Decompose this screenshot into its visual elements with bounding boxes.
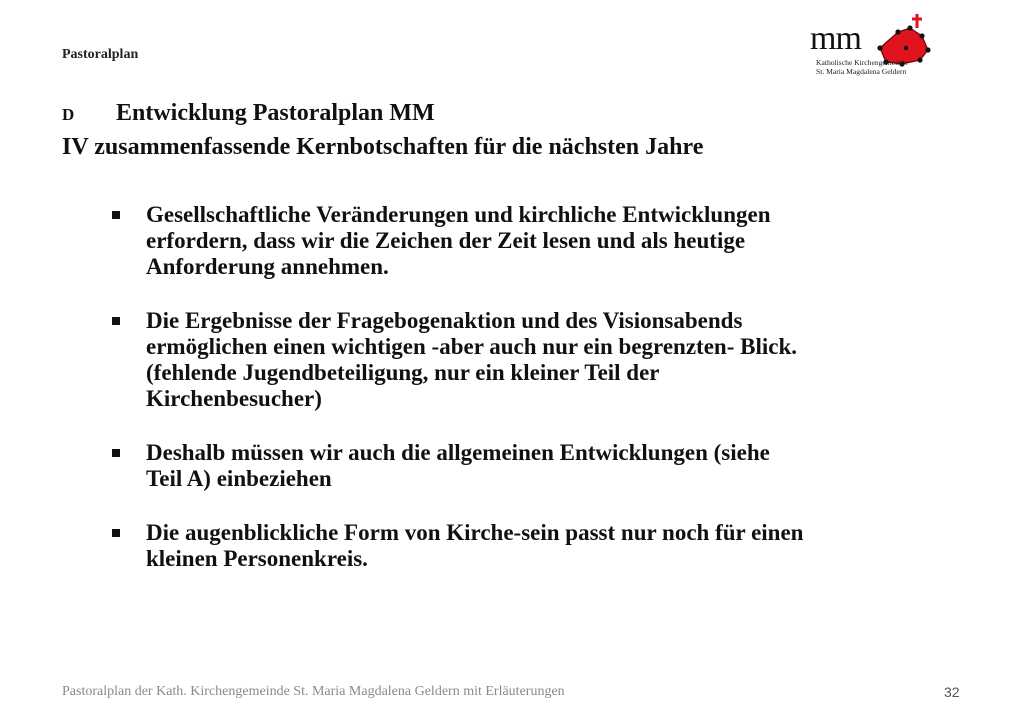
logo-caption — [816, 58, 936, 76]
bullet-item — [112, 202, 972, 280]
page-number: 32 — [944, 684, 960, 700]
logo-wordmark: mm — [810, 20, 861, 57]
bullet-list — [112, 202, 972, 600]
square-bullet-icon — [112, 529, 120, 537]
square-bullet-icon — [112, 449, 120, 457]
square-bullet-icon — [112, 211, 120, 219]
footer-text: Pastoralplan der Kath. Kirchengemeinde St. Maria Magdalena Geldern mit Erläuterungen — [62, 684, 565, 699]
bullet-item — [112, 308, 972, 412]
header-label: Pastoralplan — [62, 47, 139, 62]
bullet-line: Teil A) einbeziehen — [146, 466, 332, 491]
bullet-line: Die augenblickliche Form von Kirche-sein passt nur noch für einen — [146, 520, 804, 545]
square-bullet-icon — [112, 317, 120, 325]
bullet-line: Die Ergebnisse der Fragebogenaktion und des Visionsabends — [146, 308, 743, 333]
section-letter: D — [62, 105, 75, 124]
bullet-line: (fehlende Jugendbeteiligung, nur ein kleiner Teil der — [146, 360, 660, 385]
logo-caption-line1: Katholische Kirchengemeinde — [816, 58, 909, 67]
bullet-item — [112, 440, 972, 492]
bullet-line: Deshalb müssen wir auch die allgemeinen Entwicklungen (siehe — [146, 440, 770, 465]
section-title: Entwicklung Pastoralplan MM — [116, 100, 435, 126]
bullet-line: erfordern, dass wir die Zeichen der Zeit lesen und als heutige — [146, 228, 746, 253]
bullet-line: Anforderung annehmen. — [146, 254, 389, 279]
bullet-line: ermöglichen einen wichtigen -aber auch nur ein begrenzten- Blick. — [146, 334, 797, 359]
bullet-line: Kirchenbesucher) — [146, 386, 322, 411]
bullet-line: kleinen Personenkreis. — [146, 546, 368, 571]
bullet-line: Gesellschaftliche Veränderungen und kirchliche Entwicklungen — [146, 202, 771, 227]
bullet-item — [112, 520, 972, 572]
logo-caption-line2: St. Maria Magdalena Geldern — [816, 67, 907, 76]
section-heading — [62, 100, 435, 127]
sub-heading: IV zusammenfassende Kernbotschaften für die nächsten Jahre — [62, 134, 704, 160]
